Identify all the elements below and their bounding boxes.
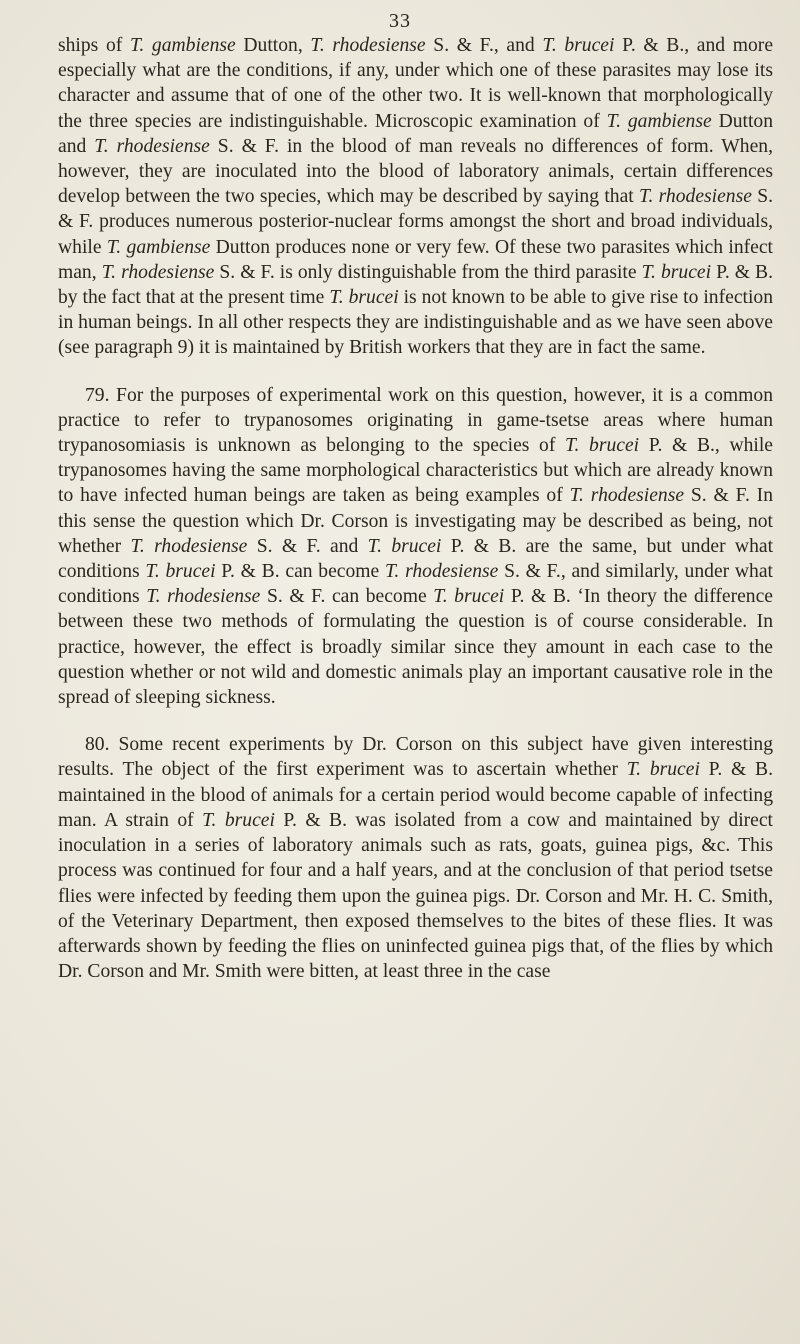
species-name: T. rhodesiense (639, 186, 752, 208)
species-name: T. brucei (433, 586, 505, 608)
page-number: 33 (389, 10, 411, 32)
species-name: T. gambiense (129, 35, 236, 56)
text-run: S. & F. produces numerous posterior-nuclear forms amongst the short and broad individuals, while (58, 186, 773, 258)
species-name: T. brucei (626, 759, 700, 781)
paragraph (58, 383, 773, 711)
text-run: Dutton, (235, 35, 311, 56)
text-run: P. & B. maintained in the blood of animals for a certain period would become capable of infecting man. A strain of (58, 759, 773, 831)
species-name: T. brucei (145, 561, 216, 583)
species-name: T. gambiense (106, 236, 211, 258)
species-name: T. brucei (542, 35, 615, 56)
text-run: S. & F. can become (260, 586, 434, 608)
species-name: T. rhodesiense (94, 135, 210, 157)
text-run: S. & F. is only distinguishable from the third parasite (214, 261, 642, 283)
species-name: T. rhodesiense (569, 485, 685, 507)
species-name: T. rhodesiense (130, 535, 248, 557)
species-name: T. brucei (565, 435, 640, 457)
text-run: S. & F. In this sense the question which Dr. Corson is investigating may be described as being, not whether (58, 485, 774, 557)
text-run: 79. For the purposes of experimental work on this question, however, it is a common practice to refer to trypanosomes originating in game-tsetse areas where human trypanosomiasis is unknown as belonging to the species of (58, 384, 773, 457)
text-run: P. & B. was isolated from a cow and maintained by direct inoculation in a series of laboratory animals such as rats, goats, guinea pigs, &c. This process was continued for four and a half years, and at the conclusion of that period tsetse flies were infected by feeding them upon the guinea pigs. Dr. Corson and Mr. H. C. Smith, of the Veterinary Department, then exposed themselves to the bites of these flies. It was afterwards shown by feeding the flies on uninfected guinea pigs that, of the flies by which Dr. Corson and Mr. Smith were bitten, at least three in the case (58, 809, 774, 983)
text-run: P. & B. are the same, but under what conditions (58, 535, 774, 583)
text-run: P. & B. can become (215, 561, 385, 583)
body-text (58, 33, 773, 984)
species-name: T. gambiense (606, 110, 712, 132)
text-run: P. & B., while trypanosomes having the same morphological characteristics but which are already known to have infected human beings are taken as being examples of (58, 435, 773, 507)
species-name: T. brucei (202, 809, 275, 831)
text-run: P. & B. ‘In theory the difference between these two methods of formulating the question is of course considerable. In practice, however, the effect is broadly similar since they amount in each case to the question whether or not wild and domestic animals play an important causative role in the spread of sleeping sickness. (58, 586, 773, 709)
species-name: T. rhodesiense (146, 586, 261, 608)
species-name: T. brucei (367, 535, 442, 557)
text-run: S. & F., and (425, 35, 543, 56)
species-name: T. rhodesiense (310, 35, 426, 56)
text-run: Dutton produces none or very few. Of these two parasites which infect man, (58, 236, 773, 283)
species-name: T. brucei (329, 287, 399, 309)
text-run: 80. Some recent experiments by Dr. Corson on this subject have given interesting results. The object of the first experiment was to ascertain whether (58, 734, 773, 781)
text-run: S. & F., and similarly, under what conditions (58, 561, 773, 608)
paragraph (58, 732, 773, 984)
species-name: T. rhodesiense (384, 561, 499, 583)
text-run: P. & B. by the fact that at the present time (58, 261, 774, 309)
text-run: Dutton and (58, 110, 774, 157)
species-name: T. brucei (641, 261, 712, 283)
text-run: is not known to be able to give rise to infection in human beings. In all other respects they are indistinguishable and as we have seen above (see paragraph 9) it is maintained by British workers that they are in fact the same. (58, 287, 773, 359)
species-name: T. rhodesiense (101, 261, 215, 283)
text-run: S. & F. in the blood of man reveals no differences of form. When, however, they are inoculated into the blood of laboratory animals, certain differences develop between the two species, which may be described by saying that (58, 135, 773, 208)
text-run: P. & B., and more especially what are the conditions, if any, under which one of these parasites may lose its character and assume that of one of the other two. It is well-known that morphologically the three species are indistinguishable. Microscopic examination of (58, 35, 774, 132)
text-run: S. & F. and (247, 535, 368, 557)
paragraph (58, 33, 773, 361)
text-run: ships of (58, 35, 130, 56)
